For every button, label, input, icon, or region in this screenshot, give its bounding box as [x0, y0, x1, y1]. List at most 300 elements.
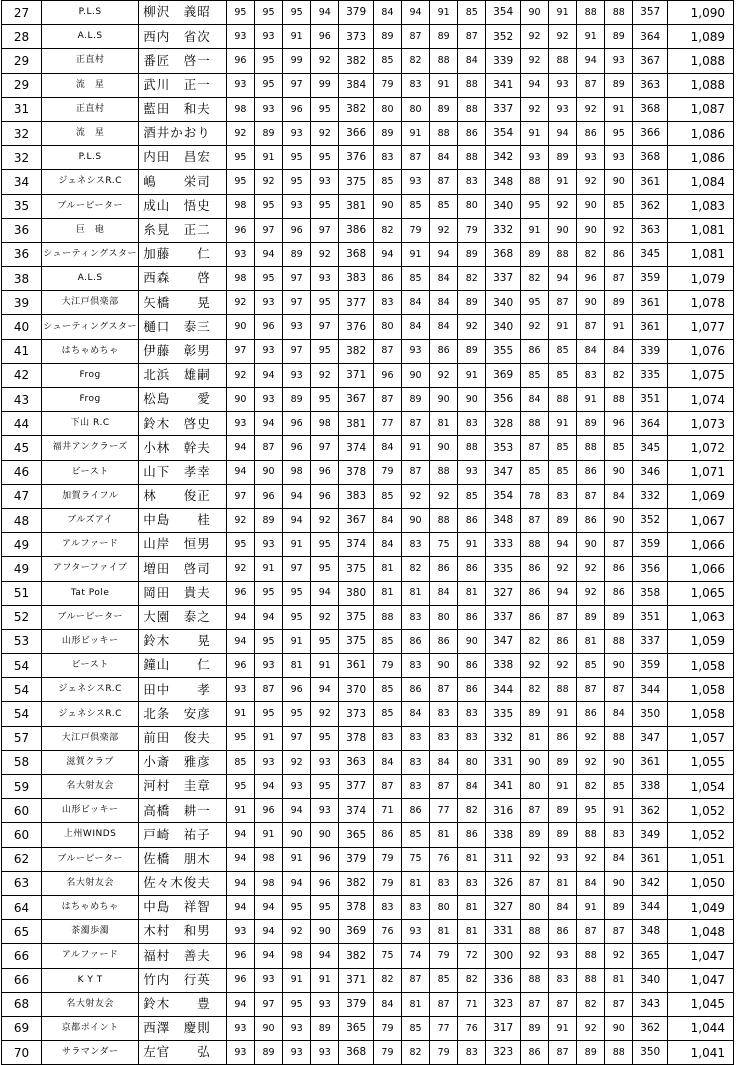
subtotal-cell: 379 [339, 992, 374, 1016]
series-score-cell: 93 [226, 25, 254, 49]
table-row [2, 170, 734, 194]
series-score-cell: 88 [430, 121, 458, 145]
series-score-cell: 88 [458, 73, 486, 97]
series-score-cell: 91 [549, 702, 577, 726]
series-score-cell: 86 [605, 557, 633, 581]
series-score-cell: 75 [373, 944, 401, 968]
series-score-cell: 81 [458, 895, 486, 919]
series-score-cell: 88 [520, 170, 548, 194]
total-cell: 1,052 [667, 799, 733, 823]
subtotal-cell: 380 [339, 581, 374, 605]
series-score-cell: 98 [283, 460, 311, 484]
series-score-cell: 89 [549, 799, 577, 823]
subtotal-cell: 347 [486, 460, 521, 484]
subtotal-cell: 347 [633, 726, 668, 750]
series-score-cell: 84 [458, 775, 486, 799]
club-cell: はちゃめちゃ [42, 339, 139, 363]
series-score-cell: 88 [520, 968, 548, 992]
subtotal-cell: 332 [486, 218, 521, 242]
subtotal-cell: 351 [633, 388, 668, 412]
series-score-cell: 86 [430, 339, 458, 363]
total-cell: 1,049 [667, 895, 733, 919]
subtotal-cell: 357 [633, 1, 668, 25]
series-score-cell: 94 [226, 605, 254, 629]
series-score-cell: 87 [549, 992, 577, 1016]
series-score-cell: 97 [283, 557, 311, 581]
series-score-cell: 95 [254, 49, 282, 73]
series-score-cell: 90 [283, 823, 311, 847]
series-score-cell: 84 [373, 750, 401, 774]
rank-cell: 34 [2, 170, 42, 194]
name-cell: 中島 祥智 [139, 895, 227, 919]
series-score-cell: 97 [311, 218, 339, 242]
series-score-cell: 87 [373, 388, 401, 412]
series-score-cell: 93 [549, 847, 577, 871]
series-score-cell: 93 [283, 363, 311, 387]
series-score-cell: 92 [430, 218, 458, 242]
table-row [2, 654, 734, 678]
series-score-cell: 89 [605, 895, 633, 919]
series-score-cell: 94 [226, 871, 254, 895]
subtotal-cell: 355 [486, 339, 521, 363]
series-score-cell: 85 [373, 702, 401, 726]
total-cell: 1,050 [667, 871, 733, 895]
series-score-cell: 91 [549, 315, 577, 339]
series-score-cell: 85 [549, 363, 577, 387]
series-score-cell: 89 [254, 121, 282, 145]
series-score-cell: 93 [254, 291, 282, 315]
series-score-cell: 94 [311, 1, 339, 25]
series-score-cell: 93 [549, 944, 577, 968]
table-row [2, 750, 734, 774]
subtotal-cell: 368 [633, 146, 668, 170]
total-cell: 1,088 [667, 73, 733, 97]
subtotal-cell: 365 [339, 823, 374, 847]
series-score-cell: 88 [577, 968, 605, 992]
series-score-cell: 87 [402, 968, 430, 992]
series-score-cell: 85 [402, 1016, 430, 1040]
series-score-cell: 91 [605, 97, 633, 121]
subtotal-cell: 375 [339, 605, 374, 629]
series-score-cell: 84 [605, 702, 633, 726]
series-score-cell: 96 [605, 412, 633, 436]
series-score-cell: 90 [520, 1, 548, 25]
series-score-cell: 93 [311, 799, 339, 823]
series-score-cell: 80 [402, 97, 430, 121]
subtotal-cell: 373 [339, 702, 374, 726]
series-score-cell: 86 [577, 702, 605, 726]
series-score-cell: 86 [549, 629, 577, 653]
series-score-cell: 83 [402, 750, 430, 774]
series-score-cell: 91 [402, 242, 430, 266]
series-score-cell: 76 [430, 847, 458, 871]
series-score-cell: 86 [430, 629, 458, 653]
series-score-cell: 92 [549, 654, 577, 678]
series-score-cell: 84 [373, 508, 401, 532]
subtotal-cell: 367 [339, 388, 374, 412]
series-score-cell: 94 [226, 629, 254, 653]
series-score-cell: 91 [549, 775, 577, 799]
series-score-cell: 94 [254, 920, 282, 944]
series-score-cell: 83 [373, 895, 401, 919]
table-row [2, 49, 734, 73]
series-score-cell: 96 [254, 799, 282, 823]
series-score-cell: 81 [402, 581, 430, 605]
series-score-cell: 88 [549, 242, 577, 266]
series-score-cell: 92 [520, 654, 548, 678]
series-score-cell: 93 [577, 146, 605, 170]
series-score-cell: 89 [549, 750, 577, 774]
table-row [2, 775, 734, 799]
series-score-cell: 95 [520, 291, 548, 315]
total-cell: 1,071 [667, 460, 733, 484]
series-score-cell: 91 [549, 1016, 577, 1040]
series-score-cell: 92 [311, 49, 339, 73]
table-row [2, 315, 734, 339]
series-score-cell: 92 [605, 944, 633, 968]
series-score-cell: 79 [430, 944, 458, 968]
subtotal-cell: 359 [633, 533, 668, 557]
series-score-cell: 88 [549, 49, 577, 73]
series-score-cell: 83 [373, 291, 401, 315]
series-score-cell: 89 [311, 1016, 339, 1040]
subtotal-cell: 362 [633, 194, 668, 218]
series-score-cell: 93 [311, 267, 339, 291]
series-score-cell: 88 [430, 508, 458, 532]
club-cell: 滋賀クラブ [42, 750, 139, 774]
name-cell: 鐘山 仁 [139, 654, 227, 678]
total-cell: 1,048 [667, 920, 733, 944]
series-score-cell: 93 [254, 25, 282, 49]
series-score-cell: 94 [283, 799, 311, 823]
series-score-cell: 96 [311, 484, 339, 508]
total-cell: 1,089 [667, 25, 733, 49]
name-cell: 佐々木俊夫 [139, 871, 227, 895]
series-score-cell: 91 [549, 170, 577, 194]
series-score-cell: 92 [430, 363, 458, 387]
series-score-cell: 87 [254, 436, 282, 460]
club-cell: A.L.S [42, 267, 139, 291]
subtotal-cell: 352 [633, 508, 668, 532]
series-score-cell: 90 [577, 291, 605, 315]
table-row [2, 291, 734, 315]
total-cell: 1,047 [667, 944, 733, 968]
series-score-cell: 88 [577, 823, 605, 847]
subtotal-cell: 350 [633, 1041, 668, 1065]
series-score-cell: 79 [458, 218, 486, 242]
total-cell: 1,044 [667, 1016, 733, 1040]
club-cell: ビースト [42, 460, 139, 484]
series-score-cell: 84 [373, 436, 401, 460]
series-score-cell: 92 [520, 25, 548, 49]
series-score-cell: 83 [402, 605, 430, 629]
series-score-cell: 97 [283, 291, 311, 315]
table-row [2, 992, 734, 1016]
series-score-cell: 96 [283, 678, 311, 702]
series-score-cell: 95 [254, 267, 282, 291]
series-score-cell: 98 [311, 412, 339, 436]
series-score-cell: 96 [283, 412, 311, 436]
series-score-cell: 90 [402, 508, 430, 532]
subtotal-cell: 351 [633, 605, 668, 629]
club-cell: はちゃめちゃ [42, 895, 139, 919]
total-cell: 1,045 [667, 992, 733, 1016]
subtotal-cell: 370 [339, 678, 374, 702]
subtotal-cell: 368 [486, 242, 521, 266]
series-score-cell: 95 [311, 775, 339, 799]
series-score-cell: 84 [430, 750, 458, 774]
total-cell: 1,054 [667, 775, 733, 799]
series-score-cell: 92 [577, 97, 605, 121]
series-score-cell: 91 [402, 121, 430, 145]
series-score-cell: 92 [577, 581, 605, 605]
series-score-cell: 86 [520, 605, 548, 629]
total-cell: 1,052 [667, 823, 733, 847]
name-cell: 西澤 慶則 [139, 1016, 227, 1040]
series-score-cell: 83 [430, 702, 458, 726]
total-cell: 1,067 [667, 508, 733, 532]
series-score-cell: 93 [254, 339, 282, 363]
series-score-cell: 85 [226, 750, 254, 774]
series-score-cell: 93 [283, 194, 311, 218]
series-score-cell: 80 [458, 194, 486, 218]
club-cell: 福井アンクラーズ [42, 436, 139, 460]
series-score-cell: 95 [283, 170, 311, 194]
series-score-cell: 94 [549, 581, 577, 605]
subtotal-cell: 361 [633, 170, 668, 194]
series-score-cell: 81 [577, 629, 605, 653]
club-cell: アルファード [42, 533, 139, 557]
series-score-cell: 94 [549, 533, 577, 557]
club-cell: ブルズアイ [42, 508, 139, 532]
name-cell: 樋口 泰三 [139, 315, 227, 339]
series-score-cell: 95 [226, 1, 254, 25]
series-score-cell: 90 [520, 750, 548, 774]
series-score-cell: 93 [520, 146, 548, 170]
club-cell: Frog [42, 388, 139, 412]
series-score-cell: 91 [311, 968, 339, 992]
series-score-cell: 95 [283, 1, 311, 25]
total-cell: 1,065 [667, 581, 733, 605]
rank-cell: 35 [2, 194, 42, 218]
series-score-cell: 97 [311, 436, 339, 460]
club-cell: ジェネシスR.C [42, 702, 139, 726]
subtotal-cell: 335 [486, 702, 521, 726]
series-score-cell: 85 [458, 484, 486, 508]
series-score-cell: 98 [254, 871, 282, 895]
series-score-cell: 80 [458, 750, 486, 774]
series-score-cell: 84 [605, 339, 633, 363]
series-score-cell: 98 [226, 97, 254, 121]
series-score-cell: 86 [577, 508, 605, 532]
series-score-cell: 84 [577, 871, 605, 895]
series-score-cell: 76 [373, 920, 401, 944]
series-score-cell: 95 [311, 146, 339, 170]
total-cell: 1,077 [667, 315, 733, 339]
series-score-cell: 82 [458, 267, 486, 291]
subtotal-cell: 368 [339, 1041, 374, 1065]
series-score-cell: 82 [458, 799, 486, 823]
series-score-cell: 87 [373, 775, 401, 799]
series-score-cell: 94 [226, 823, 254, 847]
table-row [2, 823, 734, 847]
name-cell: 武川 正一 [139, 73, 227, 97]
series-score-cell: 93 [311, 992, 339, 1016]
series-score-cell: 91 [311, 654, 339, 678]
series-score-cell: 80 [520, 775, 548, 799]
name-cell: 戸崎 祐子 [139, 823, 227, 847]
subtotal-cell: 344 [486, 678, 521, 702]
series-score-cell: 87 [430, 678, 458, 702]
series-score-cell: 87 [549, 291, 577, 315]
series-score-cell: 89 [605, 291, 633, 315]
series-score-cell: 97 [226, 484, 254, 508]
subtotal-cell: 348 [633, 920, 668, 944]
series-score-cell: 81 [430, 412, 458, 436]
series-score-cell: 92 [549, 25, 577, 49]
total-cell: 1,074 [667, 388, 733, 412]
series-score-cell: 77 [430, 1016, 458, 1040]
club-cell: 大江戸倶楽部 [42, 291, 139, 315]
series-score-cell: 91 [520, 218, 548, 242]
subtotal-cell: 343 [633, 992, 668, 1016]
series-score-cell: 81 [430, 920, 458, 944]
series-score-cell: 86 [458, 654, 486, 678]
series-score-cell: 84 [577, 339, 605, 363]
series-score-cell: 91 [283, 968, 311, 992]
subtotal-cell: 339 [633, 339, 668, 363]
series-score-cell: 81 [283, 654, 311, 678]
name-cell: 伊藤 彰男 [139, 339, 227, 363]
series-score-cell: 93 [402, 339, 430, 363]
total-cell: 1,051 [667, 847, 733, 871]
series-score-cell: 79 [430, 1041, 458, 1065]
series-score-cell: 90 [254, 460, 282, 484]
subtotal-cell: 358 [633, 581, 668, 605]
subtotal-cell: 367 [633, 49, 668, 73]
series-score-cell: 92 [226, 508, 254, 532]
series-score-cell: 95 [254, 581, 282, 605]
rank-cell: 29 [2, 73, 42, 97]
subtotal-cell: 335 [633, 363, 668, 387]
total-cell: 1,058 [667, 702, 733, 726]
club-cell: A.L.S [42, 25, 139, 49]
subtotal-cell: 337 [486, 267, 521, 291]
subtotal-cell: 345 [633, 242, 668, 266]
series-score-cell: 95 [283, 702, 311, 726]
series-score-cell: 88 [430, 49, 458, 73]
series-score-cell: 87 [605, 992, 633, 1016]
subtotal-cell: 367 [339, 508, 374, 532]
series-score-cell: 86 [520, 581, 548, 605]
series-score-cell: 87 [373, 339, 401, 363]
name-cell: 藍田 和夫 [139, 97, 227, 121]
series-score-cell: 85 [402, 823, 430, 847]
series-score-cell: 86 [373, 823, 401, 847]
table-row [2, 871, 734, 895]
series-score-cell: 94 [254, 605, 282, 629]
series-score-cell: 82 [373, 968, 401, 992]
series-score-cell: 86 [605, 581, 633, 605]
subtotal-cell: 382 [339, 871, 374, 895]
series-score-cell: 84 [430, 315, 458, 339]
rank-cell: 70 [2, 1041, 42, 1065]
series-score-cell: 97 [283, 339, 311, 363]
series-score-cell: 84 [373, 992, 401, 1016]
total-cell: 1,081 [667, 242, 733, 266]
series-score-cell: 85 [549, 460, 577, 484]
series-score-cell: 87 [458, 25, 486, 49]
series-score-cell: 97 [254, 218, 282, 242]
series-score-cell: 82 [373, 218, 401, 242]
series-score-cell: 83 [458, 412, 486, 436]
club-cell: 正直村 [42, 97, 139, 121]
series-score-cell: 93 [226, 1041, 254, 1065]
club-cell: P.L.S [42, 146, 139, 170]
rank-cell: 58 [2, 750, 42, 774]
series-score-cell: 83 [430, 871, 458, 895]
subtotal-cell: 379 [339, 847, 374, 871]
series-score-cell: 97 [283, 267, 311, 291]
series-score-cell: 91 [283, 629, 311, 653]
series-score-cell: 79 [402, 218, 430, 242]
results-body [2, 1, 734, 1065]
name-cell: 松島 愛 [139, 388, 227, 412]
series-score-cell: 94 [254, 363, 282, 387]
series-score-cell: 94 [226, 895, 254, 919]
rank-cell: 40 [2, 315, 42, 339]
club-cell: 名大射友会 [42, 992, 139, 1016]
series-score-cell: 88 [458, 97, 486, 121]
table-row [2, 121, 734, 145]
series-score-cell: 93 [226, 242, 254, 266]
series-score-cell: 89 [520, 702, 548, 726]
series-score-cell: 93 [311, 170, 339, 194]
name-cell: 嶋 栄司 [139, 170, 227, 194]
series-score-cell: 92 [226, 363, 254, 387]
series-score-cell: 91 [577, 895, 605, 919]
series-score-cell: 94 [226, 436, 254, 460]
series-score-cell: 92 [577, 557, 605, 581]
series-score-cell: 95 [311, 629, 339, 653]
series-score-cell: 91 [226, 702, 254, 726]
subtotal-cell: 332 [486, 726, 521, 750]
series-score-cell: 89 [520, 242, 548, 266]
table-row [2, 702, 734, 726]
series-score-cell: 92 [458, 315, 486, 339]
series-score-cell: 83 [549, 484, 577, 508]
series-score-cell: 92 [430, 484, 458, 508]
series-score-cell: 93 [283, 1016, 311, 1040]
series-score-cell: 87 [520, 871, 548, 895]
subtotal-cell: 332 [633, 484, 668, 508]
subtotal-cell: 348 [486, 170, 521, 194]
series-score-cell: 92 [577, 1016, 605, 1040]
total-cell: 1,072 [667, 436, 733, 460]
series-score-cell: 96 [226, 944, 254, 968]
rank-cell: 46 [2, 460, 42, 484]
series-score-cell: 88 [605, 726, 633, 750]
table-row [2, 944, 734, 968]
series-score-cell: 88 [373, 605, 401, 629]
series-score-cell: 85 [373, 678, 401, 702]
series-score-cell: 94 [283, 484, 311, 508]
table-row [2, 363, 734, 387]
series-score-cell: 82 [577, 992, 605, 1016]
series-score-cell: 88 [605, 629, 633, 653]
series-score-cell: 91 [549, 412, 577, 436]
series-score-cell: 89 [577, 1041, 605, 1065]
